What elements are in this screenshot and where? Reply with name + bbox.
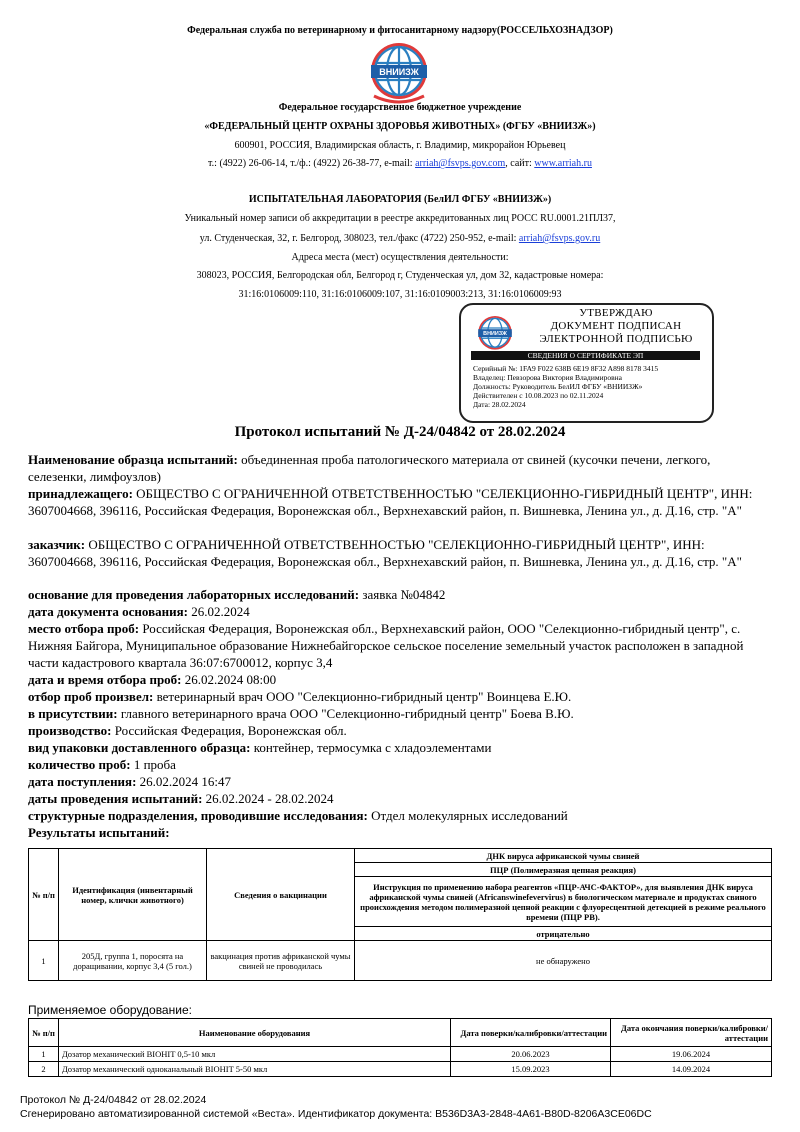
lab-accreditation: Уникальный номер записи об аккредитации в реестре аккредитованных лиц РОСС RU.0001.21ПЛ37, [184, 213, 616, 224]
stamp-date: Дата: 28.02.2024 [473, 400, 526, 409]
stamp-digital: ЭЛЕКТРОННОЙ ПОДПИСЬЮ [539, 333, 693, 345]
field-label: производство: [28, 723, 112, 738]
eq-name: Дозатор механический BIOHIT 0,5-10 мкл [59, 1047, 451, 1062]
field-customer [28, 536, 770, 570]
institution-contacts [0, 157, 800, 170]
field-packaging [28, 739, 770, 756]
field-value: главного ветеринарного врача ООО "Селекционно-гибридный центр" Боева В.Ю. [117, 706, 574, 721]
equipment-heading: Применяемое оборудование: [28, 1003, 192, 1017]
method-header: ПЦР (Полимеразная цепная реакция) [355, 863, 772, 877]
site-prefix: , сайт: [505, 158, 535, 169]
field-label: заказчик: [28, 537, 86, 552]
institution-name: «ФЕДЕРАЛЬНЫЙ ЦЕНТР ОХРАНЫ ЗДОРОВЬЯ ЖИВОТНЫХ» (ФГБУ «ВНИИЗЖ») [204, 121, 596, 132]
protocol-title: Протокол испытаний № Д-24/04842 от 28.02.2024 [234, 424, 566, 440]
col-vacc-header: Сведения о вакцинации [207, 849, 355, 941]
field-label: основание для проведения лабораторных исследований: [28, 587, 360, 602]
field-label: место отбора проб: [28, 621, 140, 636]
field-value: 1 проба [130, 757, 176, 772]
stamp-logo-text: ВНИИЗЖ [483, 331, 507, 338]
field-test-dates [28, 790, 770, 807]
field-sampling-place [28, 620, 770, 671]
field-value: Отдел молекулярных исследований [367, 808, 568, 823]
field-value: ОБЩЕСТВО С ОГРАНИЧЕННОЙ ОТВЕТСТВЕННОСТЬЮ "СЕЛЕКЦИОННО-ГИБРИДНЫЙ ЦЕНТР", ИНН: 3607004668, 396116, Российская Федерация, Воронежская обл., Верхнехавский район, п. Вишневка, Ленина ул., д. Д.16, стр. "А" [28, 486, 753, 518]
lab-address [0, 232, 800, 245]
stamp-cert-bar: СВЕДЕНИЯ О СЕРТИФИКАТЕ ЭП [471, 351, 700, 360]
field-value: 26.02.2024 08:00 [181, 672, 277, 687]
field-label: Результаты испытаний: [28, 825, 170, 840]
stamp-logo [474, 313, 516, 355]
activity-label: Адреса места (мест) осуществления деятельности: [291, 252, 509, 263]
eq-date: 20.06.2023 [451, 1047, 611, 1062]
footer-generated: Сгенерировано автоматизированной системой «Веста». Идентификатор документа: B536D3A3-2848-4A61-B80D-8206A3CE06DC [20, 1108, 652, 1120]
field-value: ветеринарный врач ООО "Селекционно-гибридный центр" Воинцева Е.Ю. [153, 689, 572, 704]
field-production [28, 722, 770, 739]
logo-text: ВНИИЗЖ [379, 67, 419, 77]
eq-end: 14.09.2024 [611, 1062, 772, 1077]
table-row [29, 1047, 772, 1062]
field-label: отбор проб произвел: [28, 689, 154, 704]
field-presence [28, 705, 770, 722]
field-label: принадлежащего: [28, 486, 133, 501]
stamp-position: Должность: Руководитель БелИЛ ФГБУ «ВНИИЗЖ» [473, 382, 643, 391]
table-row [29, 1062, 772, 1077]
field-label: даты проведения испытаний: [28, 791, 203, 806]
field-sample-count [28, 756, 770, 773]
institution-type: Федеральное государственное бюджетное учреждение [278, 102, 522, 113]
field-label: дата документа основания: [28, 604, 188, 619]
field-value: заявка №04842 [359, 587, 446, 602]
field-owner [28, 485, 770, 519]
field-sample-name [28, 451, 770, 485]
field-basis [28, 586, 770, 603]
lab-name: ИСПЫТАТЕЛЬНАЯ ЛАБОРАТОРИЯ (БелИЛ ФГБУ «ВНИИЗЖ») [248, 194, 552, 205]
equipment-table [28, 1018, 772, 1077]
eq-col-name: Наименование оборудования [59, 1019, 451, 1047]
stamp-valid: Действителен с 10.08.2023 по 02.11.2024 [473, 391, 604, 400]
field-label: количество проб: [28, 757, 131, 772]
instruction-header: Инструкция по применению набора реагентов «ПЦР-АЧС-ФАКТОР», для выявления ДНК вируса африканской чумы свиней (Africanswinefevervirus) в биологическом материале и продуктах свиного происхождения методом полимеразной цепной реакции с флуоресцентной детекцией в режиме реального времени (ПЦР РВ). [355, 877, 772, 927]
stamp-serial: Серийный №: 1FA9 F022 638B 6E19 8F32 A898 8178 3415 [473, 364, 659, 373]
lab-email-link[interactable]: arriah@fsvps.gov.ru [518, 233, 601, 244]
field-value: 26.02.2024 - 28.02.2024 [202, 791, 334, 806]
col-id-header: Идентификация (инвентарный номер, клички животного) [59, 849, 207, 941]
field-label: Наименование образца испытаний: [28, 452, 238, 467]
field-value: объединенная проба патологического материала от свиней (кусочки печени, легкого, селезенки, лимфоузлов) [28, 452, 711, 484]
eq-num: 1 [29, 1047, 59, 1062]
stamp-approve: УТВЕРЖДАЮ [579, 307, 653, 319]
row-result: не обнаружено [355, 941, 772, 981]
email-link[interactable]: arriah@fsvps.gov.com [415, 158, 506, 169]
field-value: ОБЩЕСТВО С ОГРАНИЧЕННОЙ ОТВЕТСТВЕННОСТЬЮ "СЕЛЕКЦИОННО-ГИБРИДНЫЙ ЦЕНТР", ИНН: 3607004668, 396116, Российская Федерация, Воронежская обл., Верхнехавский район, п. Вишневка, Ленина ул., д. Д.16, стр. "А" [28, 537, 742, 569]
field-label: вид упаковки доставленного образца: [28, 740, 251, 755]
site-link[interactable]: www.arriah.ru [534, 158, 592, 169]
lab-address-text: ул. Студенческая, 32, г. Белгород, 308023, тел./факс (4722) 250-952, e-mail: [199, 233, 519, 244]
field-value: 26.02.2024 16:47 [136, 774, 232, 789]
field-departments [28, 807, 770, 824]
field-value: контейнер, термосумка с хладоэлементами [250, 740, 492, 755]
field-sampling-datetime [28, 671, 770, 688]
eq-num: 2 [29, 1062, 59, 1077]
e-signature-stamp [459, 303, 714, 423]
vniizh-logo [364, 38, 434, 108]
cadastral-numbers: 31:16:0106009:110, 31:16:0106009:107, 31:16:0109003:213, 31:16:0106009:93 [238, 289, 562, 300]
stamp-owner: Владелец: Певзорова Виктория Владимировна [473, 373, 622, 382]
table-row [29, 941, 772, 981]
eq-col-end: Дата окончания поверки/калибровки/аттестации [611, 1019, 772, 1047]
stamp-signed: ДОКУМЕНТ ПОДПИСАН [550, 320, 682, 332]
eq-end: 19.06.2024 [611, 1047, 772, 1062]
institution-address: 600901, РОССИЯ, Владимирская область, г. Владимир, микрорайон Юрьевец [234, 140, 566, 151]
contacts-text: т.: (4922) 26-06-14, т./ф.: (4922) 26-38-77, e-mail: [208, 158, 416, 169]
results-table [28, 848, 772, 981]
activity-address: 308023, РОССИЯ, Белгородская обл, Белгород г, Студенческая ул, дом 32, кадастровые номера: [196, 270, 604, 281]
norm-header: отрицательно [355, 927, 772, 941]
field-label: в присутствии: [28, 706, 118, 721]
agency-name: Федеральная служба по ветеринарному и фитосанитарному надзору(РОССЕЛЬХОЗНАДЗОР) [187, 25, 613, 36]
field-label: структурные подразделения, проводившие исследования: [28, 808, 368, 823]
field-label: дата поступления: [28, 774, 137, 789]
field-sampler [28, 688, 770, 705]
field-value: Российская Федерация, Воронежская обл., Верхнехавский район, ООО "Селекционно-гибридный центр", с. Нижняя Байгора, Муниципальное образование Нижнебайгорское сельское поселение земельный участок расположен в западной части кадастрового квартала 36:07:6700012, корпус 3,4 [28, 621, 744, 670]
row-num: 1 [29, 941, 59, 981]
field-value: 26.02.2024 [187, 604, 250, 619]
footer-protocol: Протокол № Д-24/04842 от 28.02.2024 [20, 1094, 207, 1106]
field-basis-date [28, 603, 770, 620]
row-vacc: вакцинация против африканской чумы свиней не проводилась [207, 941, 355, 981]
eq-date: 15.09.2023 [451, 1062, 611, 1077]
field-receipt-date [28, 773, 770, 790]
field-label: дата и время отбора проб: [28, 672, 182, 687]
eq-col-date: Дата поверки/калибровки/аттестации [451, 1019, 611, 1047]
field-value: Российская Федерация, Воронежская обл. [111, 723, 347, 738]
results-heading [28, 824, 770, 841]
eq-col-num: № п/п [29, 1019, 59, 1047]
row-id: 205Д, группа 1, поросята на доращивании, корпус 3,4 (5 гол.) [59, 941, 207, 981]
col-num-header: № п/п [29, 849, 59, 941]
test-name-header: ДНК вируса африканской чумы свиней [355, 849, 772, 863]
eq-name: Дозатор механический одноканальный BIOHIT 5-50 мкл [59, 1062, 451, 1077]
